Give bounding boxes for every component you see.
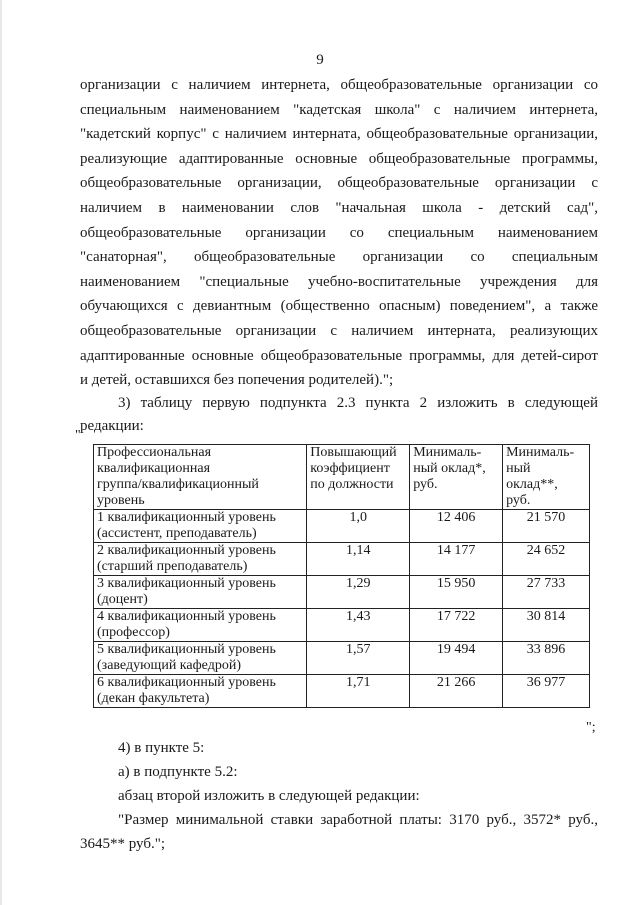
salary1-cell: 12 406	[410, 510, 503, 543]
text-line: 3) таблицу первую подпункта 2.3 пункта 2 изложить в следующей	[118, 395, 598, 411]
level-cell: 6 квалификационный уровень (декан факультета)	[94, 675, 307, 708]
item-3-paragraph	[118, 391, 598, 416]
salary2-cell: 36 977	[503, 675, 590, 708]
salary2-cell: 27 733	[503, 576, 590, 609]
text-line: реализующие адаптированные основные общеобразовательные программы,	[80, 150, 598, 167]
table-header-row	[94, 445, 590, 510]
text-line: "кадетский корпус" с наличием интерната, общеобразовательные организации,	[80, 126, 598, 143]
salary2-cell: 24 652	[503, 543, 590, 576]
text-line: обучающихся с девиантным (общественно опасным) поведением", а также	[80, 298, 598, 315]
salary1-cell: 21 266	[410, 675, 503, 708]
text-line: общеобразовательные организации, общеобразовательные организации с	[80, 175, 598, 192]
text-line: и детей, оставшихся без попечения родителей).";	[80, 372, 394, 388]
level-cell: 1 квалификационный уровень (ассистент, преподаватель)	[94, 510, 307, 543]
header-cell: Повышающий коэффициент по должности	[307, 445, 410, 510]
table-row	[94, 609, 590, 642]
table-row	[94, 642, 590, 675]
text-line: редакции:	[80, 418, 144, 434]
header-cell: Минималь- ный оклад*, руб.	[410, 445, 503, 510]
salary1-cell: 14 177	[410, 543, 503, 576]
level-cell: 2 квалификационный уровень (старший преподаватель)	[94, 543, 307, 576]
text-line: адаптированные основные общеобразовательные программы, для детей-сирот	[80, 347, 598, 364]
salary1-cell: 17 722	[410, 609, 503, 642]
table-row	[94, 576, 590, 609]
page-number: 9	[316, 52, 324, 68]
text-line: наличием в наименовании слов "начальная школа - детский сад",	[80, 199, 598, 216]
text-line: общеобразовательные организации с наличием интерната, реализующих	[80, 322, 598, 339]
scan-edge	[0, 0, 2, 905]
coef-cell: 1,71	[307, 675, 410, 708]
paragraph-end	[80, 368, 598, 393]
level-cell: 3 квалификационный уровень (доцент)	[94, 576, 307, 609]
coef-cell: 1,57	[307, 642, 410, 675]
coef-cell: 1,29	[307, 576, 410, 609]
table-row	[94, 675, 590, 708]
text-line: организации с наличием интернета, общеобразовательные организации со	[80, 77, 598, 93]
salary2-cell: 21 570	[503, 510, 590, 543]
item-4: 4) в пункте 5:	[118, 740, 205, 756]
abzac-line: абзац второй изложить в следующей редакции:	[118, 788, 420, 804]
text-line: "санаторная", общеобразовательные организации со специальным	[80, 249, 598, 266]
table-row	[94, 510, 590, 543]
quote-open-mark: "	[75, 428, 81, 443]
quote-close-mark: ";	[586, 720, 596, 735]
level-cell: 4 квалификационный уровень (профессор)	[94, 609, 307, 642]
salary1-cell: 19 494	[410, 642, 503, 675]
coef-cell: 1,43	[307, 609, 410, 642]
text-line: наименованием "специальные учебно-воспитательные учреждения для	[80, 273, 598, 290]
coef-cell: 1,0	[307, 510, 410, 543]
level-cell: 5 квалификационный уровень (заведующий кафедрой)	[94, 642, 307, 675]
paragraph-continuation	[80, 73, 598, 368]
salary2-cell: 30 814	[503, 609, 590, 642]
item-3-paragraph-end	[80, 414, 598, 439]
final-paragraph: "Размер минимальной ставки заработной платы: 3170 руб., 3572* руб.,	[118, 812, 598, 828]
salary1-cell: 15 950	[410, 576, 503, 609]
table-row	[94, 543, 590, 576]
salary-table	[93, 444, 590, 708]
item-a: а) в подпункте 5.2:	[118, 764, 238, 780]
salary2-cell: 33 896	[503, 642, 590, 675]
final-paragraph-end: 3645** руб.";	[80, 836, 166, 852]
text-line: общеобразовательные организации со специальным наименованием	[80, 224, 598, 241]
coef-cell: 1,14	[307, 543, 410, 576]
header-cell: Минималь- ный оклад**, руб.	[503, 445, 590, 510]
header-cell: Профессиональная квалификационная группа/квалификационный уровень	[94, 445, 307, 510]
text-line: специальным наименованием "кадетская школа" с наличием интернета,	[80, 101, 598, 118]
